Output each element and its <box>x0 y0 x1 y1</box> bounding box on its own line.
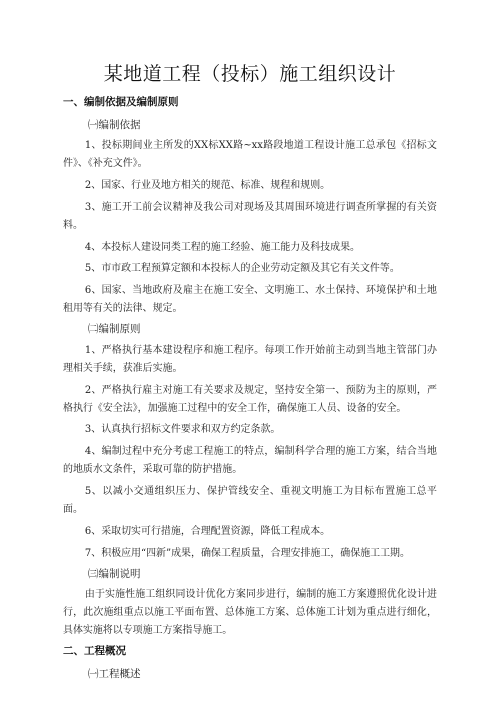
paragraph-basis-5: 5、市市政工程预算定额和本投标人的企业劳动定额及其它有关文件等。 <box>84 263 400 275</box>
paragraph-notes: 由于实施性施工组织同设计优化方案同步进行，编制的施工方案遵照优化设计进行，此次施组重点以施工平面布置、总体施工方案、总体施工计划为重点进行细化，具体实施将以专项施工方案指导施工。 <box>63 589 437 637</box>
subsection-heading-notes: ㈢编制说明 <box>88 567 141 580</box>
paragraph-basis-1: 1、投标期间业主所发的XX标XX路~xx路段地道工程设计施工总承包《招标文件》、《补充文件》。 <box>63 140 437 170</box>
paragraph-principle-7: 7、积极应用“四新”成果，确保工程质量，合理安排施工，确保施工工期。 <box>84 547 410 559</box>
paragraph-principle-5: 5、以减小交通组织压力、保护管线安全、重视文明施工为目标布置施工总平面。 <box>63 486 437 516</box>
paragraph-principle-2: 2、严格执行雇主对施工有关要求及规定，坚持安全第一、预防为主的原则，严格执行《安全法》，加强施工过程中的安全工作，确保施工人员、设备的安全。 <box>63 384 437 414</box>
document-title: 某地道工程（投标）施工组织设计 <box>103 63 397 85</box>
subsection-heading-overview: ㈠工程概述 <box>88 667 141 680</box>
paragraph-basis-2: 2、国家、行业及地方相关的规范、标准、规程和规则。 <box>84 180 331 192</box>
subsection-heading-basis: ㈠编制依据 <box>88 118 141 131</box>
subsection-heading-principles: ㈡编制原则 <box>88 323 141 336</box>
paragraph-principle-3: 3、认真执行招标文件要求和双方约定条款。 <box>84 424 281 436</box>
paragraph-principle-1: 1、严格执行基本建设程序和施工程序。每项工作开始前主动到当地主管部门办理相关手续，获准后实施。 <box>63 344 437 374</box>
paragraph-basis-4: 4、本投标人建设同类工程的施工经验、施工能力及科技成果。 <box>84 241 360 253</box>
paragraph-principle-4: 4、编制过程中充分考虑工程施工的特点，编制科学合理的施工方案，结合当地的地质水文条件，采取可靠的防护措施。 <box>63 446 437 476</box>
paragraph-basis-3: 3、施工开工前会议精神及我公司对现场及其周围环境进行调查所掌握的有关资料。 <box>63 201 437 231</box>
paragraph-basis-6: 6、国家、当地政府及雇主在施工安全、文明施工、水土保持、环境保护和土地租用等有关的法律、规定。 <box>63 285 437 315</box>
section-heading-1: 一、编制依据及编制原则 <box>63 96 179 108</box>
section-heading-2: 二、工程概况 <box>63 645 126 658</box>
paragraph-principle-6: 6、采取切实可行措施，合理配置资源，降低工程成本。 <box>84 525 331 537</box>
